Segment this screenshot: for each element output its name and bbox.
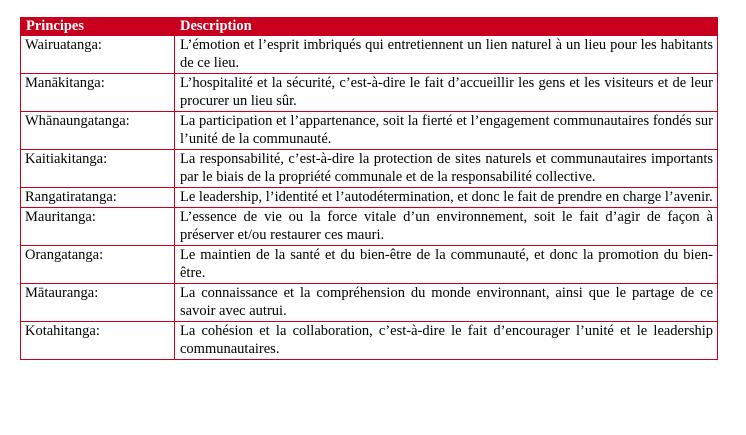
header-row [21, 18, 718, 36]
description-cell: L’essence de vie ou la force vitale d’un environnement, soit le fait d’agir de façon à préserver et/ou restaurer ces mauri. [175, 208, 718, 246]
principles-table [20, 17, 718, 360]
description-cell: Le leadership, l’identité et l’autodétermination, et donc le fait de prendre en charge l’avenir. [175, 188, 718, 208]
principle-cell: Rangatiratanga: [21, 188, 175, 208]
table-row [21, 150, 718, 188]
principle-cell: Wairuatanga: [21, 36, 175, 74]
principle-cell: Whānaungatanga: [21, 112, 175, 150]
table-header [21, 18, 718, 36]
table-row [21, 322, 718, 360]
description-cell: La cohésion et la collaboration, c’est-à-dire le fait d’encourager l’unité et le leadership communautaires. [175, 322, 718, 360]
table-row [21, 74, 718, 112]
table-row [21, 246, 718, 284]
principle-cell: Orangatanga: [21, 246, 175, 284]
description-cell: L’émotion et l’esprit imbriqués qui entretiennent un lien naturel à un lieu pour les habitants de ce lieu. [175, 36, 718, 74]
principle-cell: Kaitiakitanga: [21, 150, 175, 188]
principle-cell: Kotahitanga: [21, 322, 175, 360]
description-cell: La responsabilité, c’est-à-dire la protection de sites naturels et communautaires importants par le biais de la propriété communale et de la responsabilité collective. [175, 150, 718, 188]
description-cell: La connaissance et la compréhension du monde environnant, ainsi que le partage de ce savoir avec autrui. [175, 284, 718, 322]
table-body [21, 36, 718, 360]
principle-cell: Mātauranga: [21, 284, 175, 322]
header-principle: Principes [21, 18, 175, 36]
header-description: Description [175, 18, 718, 36]
table-row [21, 284, 718, 322]
principles-table-container [20, 17, 717, 360]
table-row [21, 208, 718, 246]
description-cell: Le maintien de la santé et du bien-être de la communauté, et donc la promotion du bien-être. [175, 246, 718, 284]
table-row [21, 36, 718, 74]
principle-cell: Mauritanga: [21, 208, 175, 246]
description-cell: La participation et l’appartenance, soit la fierté et l’engagement communautaires fondés sur l’unité de la communauté. [175, 112, 718, 150]
principle-cell: Manākitanga: [21, 74, 175, 112]
table-row [21, 112, 718, 150]
table-row [21, 188, 718, 208]
description-cell: L’hospitalité et la sécurité, c’est-à-dire le fait d’accueillir les gens et les visiteurs et de leur procurer un lieu sûr. [175, 74, 718, 112]
